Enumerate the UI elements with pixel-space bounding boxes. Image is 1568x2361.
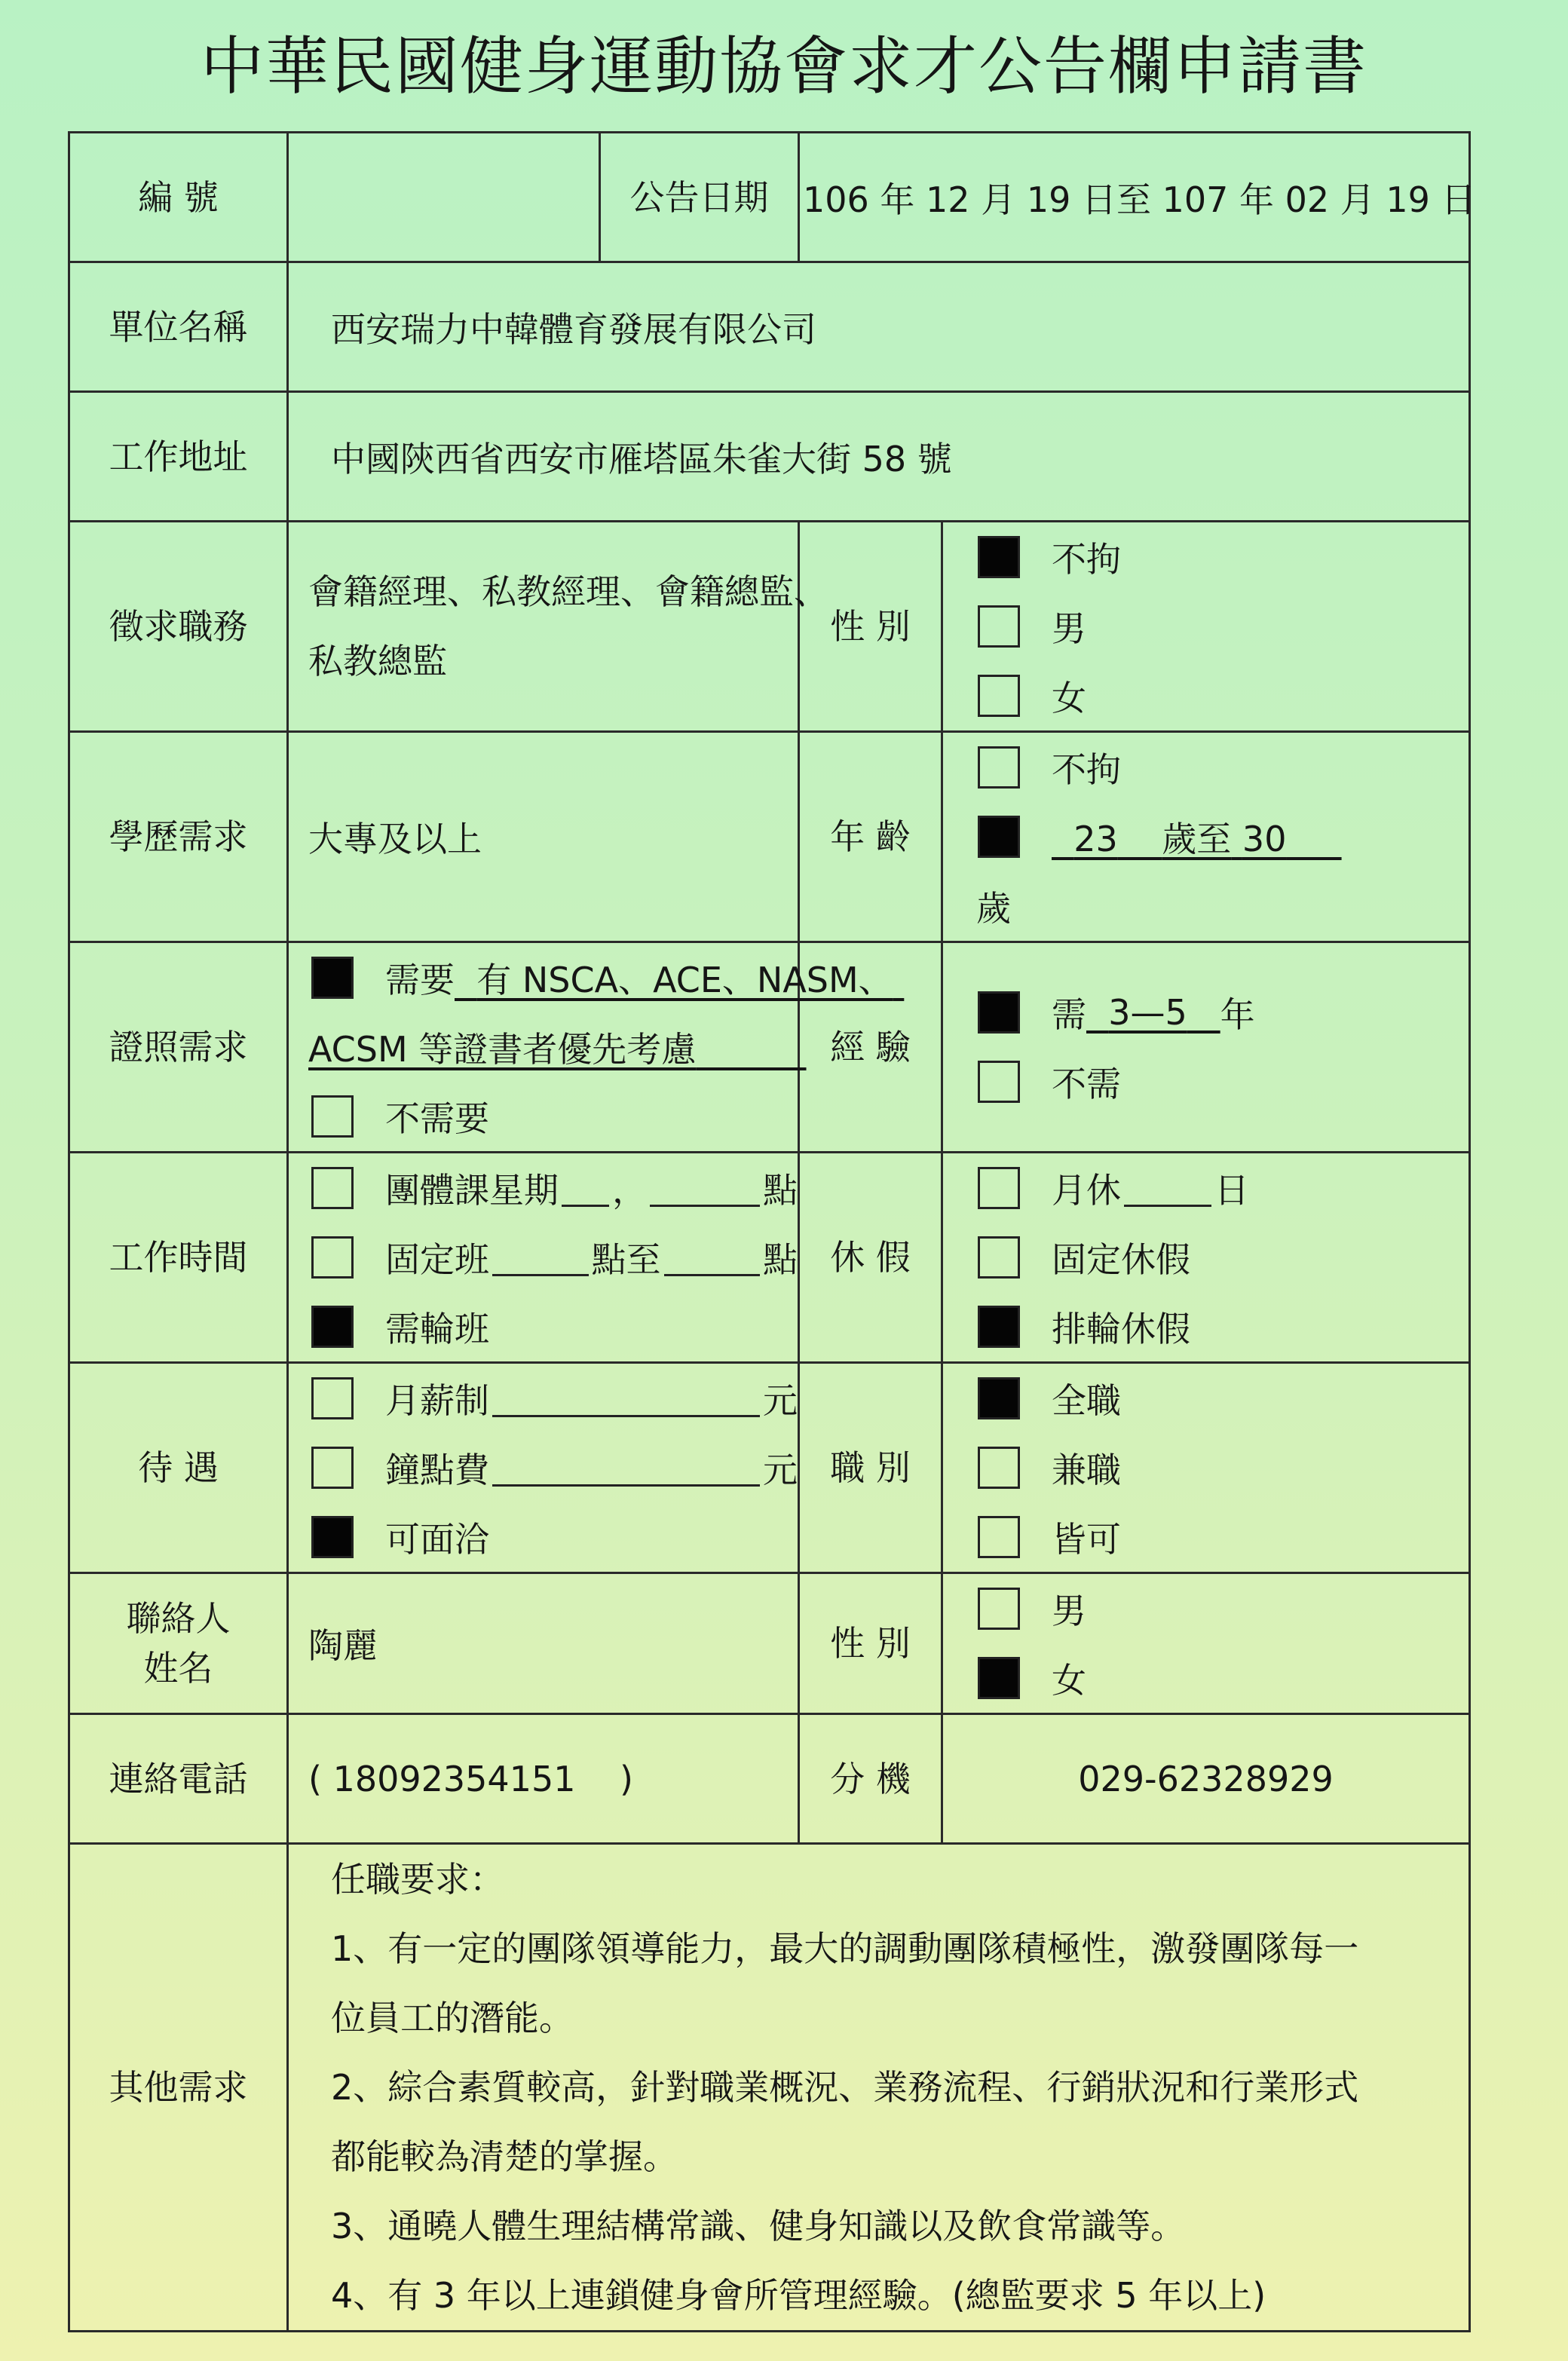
worktime-rotate-label: 需輪班 <box>385 1309 489 1349</box>
blank-field[interactable] <box>562 1170 609 1207</box>
license-detail-1-text: 有 NSCA、ACE、NASM、 <box>476 960 893 1000</box>
checkbox[interactable] <box>311 1167 354 1209</box>
experience-option-need[interactable] <box>978 978 1468 1047</box>
salary-option-monthly[interactable] <box>311 1364 798 1433</box>
checkbox-checked[interactable] <box>978 536 1020 578</box>
experience-need-label: 需 <box>1052 994 1086 1035</box>
number-value[interactable] <box>288 133 600 262</box>
leave-option-fixed[interactable] <box>978 1223 1468 1292</box>
leave-monthly-label: 月休 <box>1052 1170 1121 1211</box>
checkbox[interactable] <box>978 746 1020 789</box>
blank-field[interactable] <box>492 1239 589 1276</box>
other-line: 3、通曉人體生理結構常識、健身知識以及飲食常識等。 <box>331 2206 1186 2246</box>
row-other <box>69 1844 1470 2332</box>
age-from: 23 <box>1073 819 1118 859</box>
jobtype-options <box>942 1363 1470 1573</box>
date-value: 106 年 12 月 19 日至 107 年 02 月 19 日 <box>799 133 1470 262</box>
comma: ， <box>612 1170 648 1211</box>
checkbox[interactable] <box>311 1095 354 1138</box>
jobtype-fulltime-label: 全職 <box>1052 1380 1121 1421</box>
license-detail-1 <box>455 953 904 1003</box>
row-contact <box>69 1573 1470 1714</box>
experience-unit: 年 <box>1220 994 1255 1035</box>
age-option-any[interactable] <box>978 733 1468 802</box>
blank-field[interactable] <box>650 1170 760 1207</box>
age-unit: 歲 <box>976 888 1011 929</box>
contact-gender-male[interactable] <box>978 1574 1468 1643</box>
license-option-need[interactable] <box>311 943 893 1012</box>
license-detail-2-text: ACSM 等證書者優先考慮 <box>308 1029 697 1070</box>
extension-label: 分 機 <box>799 1714 942 1844</box>
number-label: 編 號 <box>69 133 288 262</box>
checkbox[interactable] <box>978 1061 1020 1103</box>
address-value: 中國陝西省西安市雁塔區朱雀大街 58 號 <box>288 392 1470 522</box>
jobtype-either-label: 皆可 <box>1052 1519 1121 1560</box>
contact-name: 陶麗 <box>288 1573 799 1714</box>
position-value <box>288 522 828 732</box>
contact-label <box>69 1573 288 1714</box>
age-any-label: 不拘 <box>1052 749 1121 790</box>
other-line: 位員工的潛能。 <box>331 1998 574 2038</box>
leave-label: 休 假 <box>799 1153 942 1363</box>
experience-options <box>942 942 1470 1153</box>
blank-field[interactable] <box>1124 1170 1211 1207</box>
row-license <box>69 942 1470 1153</box>
dian-label: 點 <box>763 1239 798 1280</box>
license-detail-2 <box>308 1022 807 1072</box>
gender-option-label: 男 <box>1052 608 1086 649</box>
other-line: 4、有 3 年以上連鎖健身會所管理經驗。(總監要求 5 年以上) <box>331 2275 1266 2316</box>
worktime-option-rotate[interactable] <box>311 1292 798 1361</box>
age-options <box>942 732 1470 942</box>
checkbox-checked[interactable] <box>978 1657 1020 1699</box>
checkbox[interactable] <box>978 1516 1020 1558</box>
contact-label-line-1: 聯絡人 <box>126 1598 231 1639</box>
leave-rotate-label: 排輪休假 <box>1052 1309 1190 1349</box>
other-line: 任職要求： <box>331 1859 504 1900</box>
other-line: 2、綜合素質較高，針對職業概況、業務流程、行銷狀況和行業形式 <box>331 2067 1359 2108</box>
dian-zhi-label: 點至 <box>591 1239 661 1280</box>
ri-label: 日 <box>1214 1170 1249 1211</box>
jobtype-label: 職 別 <box>799 1363 942 1573</box>
blank-field[interactable] <box>664 1239 761 1276</box>
extension-value: 029-62328929 <box>942 1714 1470 1844</box>
leave-fixed-label: 固定休假 <box>1052 1239 1190 1280</box>
worktime-label: 工作時間 <box>69 1153 288 1363</box>
gender-option-label: 女 <box>1052 678 1086 718</box>
license-label: 證照需求 <box>69 942 288 1153</box>
row-education <box>69 732 1470 942</box>
row-address <box>69 392 1470 522</box>
gender-option-label: 不拘 <box>1052 539 1121 580</box>
blank-field[interactable] <box>492 1450 760 1487</box>
row-position <box>69 522 1470 732</box>
position-line-1: 會籍經理、私教經理、會籍總監、 <box>308 571 828 612</box>
salary-hourly-label: 鐘點費 <box>385 1450 489 1490</box>
salary-monthly-label: 月薪制 <box>385 1380 489 1421</box>
address-label: 工作地址 <box>69 392 288 522</box>
age-option-range[interactable] <box>978 802 1468 871</box>
worktime-group-label: 團體課星期 <box>385 1170 559 1211</box>
worktime-fixed-label: 固定班 <box>385 1239 489 1280</box>
row-company <box>69 262 1470 392</box>
license-need-label: 需要 <box>385 960 455 1000</box>
row-number-date <box>69 133 1470 262</box>
other-requirements <box>288 1844 1470 2332</box>
checkbox[interactable] <box>978 1447 1020 1489</box>
leave-options <box>942 1153 1470 1363</box>
salary-options <box>288 1363 799 1573</box>
experience-years-text: 3—5 <box>1108 992 1187 1033</box>
yuan-label: 元 <box>763 1450 798 1490</box>
age-unit-row <box>976 871 1468 941</box>
dian-label: 點 <box>763 1170 798 1211</box>
license-option-none[interactable] <box>311 1082 798 1151</box>
license-none-label: 不需要 <box>385 1098 489 1139</box>
checkbox[interactable] <box>978 1236 1020 1278</box>
checkbox-checked[interactable] <box>978 816 1020 858</box>
other-line: 都能較為清楚的掌握。 <box>331 2136 678 2177</box>
license-detail-row-2 <box>308 1012 798 1082</box>
checkbox-checked[interactable] <box>311 1516 354 1558</box>
jobtype-option-either[interactable] <box>978 1502 1468 1572</box>
blank-field[interactable] <box>492 1380 760 1417</box>
contact-gender-label: 性 別 <box>799 1573 942 1714</box>
jobtype-option-parttime[interactable] <box>978 1433 1468 1502</box>
education-label: 學歷需求 <box>69 732 288 942</box>
salary-option-negotiable[interactable] <box>311 1502 798 1572</box>
age-label: 年 齡 <box>799 732 942 942</box>
contact-male-label: 男 <box>1052 1591 1086 1631</box>
checkbox-checked[interactable] <box>311 1306 354 1348</box>
age-range <box>1052 812 1342 862</box>
checkbox[interactable] <box>311 1447 354 1489</box>
checkbox-checked[interactable] <box>978 1377 1020 1419</box>
company-label: 單位名稱 <box>69 262 288 392</box>
yuan-label: 元 <box>763 1380 798 1421</box>
row-worktime <box>69 1153 1470 1363</box>
row-phone <box>69 1714 1470 1844</box>
date-label: 公告日期 <box>600 133 799 262</box>
checkbox[interactable] <box>978 1588 1020 1630</box>
row-salary <box>69 1363 1470 1573</box>
jobtype-parttime-label: 兼職 <box>1052 1450 1121 1490</box>
checkbox-checked[interactable] <box>978 1306 1020 1348</box>
jobtype-option-fulltime[interactable] <box>978 1364 1468 1433</box>
phone-value: ( 18092354151 ) <box>288 1714 799 1844</box>
other-label: 其他需求 <box>69 1844 288 2332</box>
position-label: 徵求職務 <box>69 522 288 732</box>
phone-label: 連絡電話 <box>69 1714 288 1844</box>
form-title: 中華民國健身運動協會求才公告欄申請書 <box>200 29 1367 103</box>
salary-label: 待 遇 <box>69 1363 288 1573</box>
checkbox[interactable] <box>978 1167 1020 1209</box>
experience-label: 經 驗 <box>799 942 942 1153</box>
salary-option-hourly[interactable] <box>311 1433 798 1502</box>
age-mid: 歲至 <box>1162 819 1232 859</box>
contact-gender-options <box>942 1573 1470 1714</box>
checkbox[interactable] <box>311 1377 354 1419</box>
contact-gender-female[interactable] <box>978 1643 1468 1713</box>
age-to: 30 <box>1242 819 1287 859</box>
checkbox[interactable] <box>978 675 1020 717</box>
education-value: 大專及以上 <box>288 732 799 942</box>
leave-option-monthly[interactable] <box>978 1153 1468 1223</box>
company-value: 西安瑞力中韓體育發展有限公司 <box>288 262 1470 392</box>
gender-label: 性 別 <box>799 522 942 732</box>
other-line: 1、有一定的團隊領導能力，最大的調動團隊積極性，激發團隊每一 <box>331 1928 1359 1969</box>
checkbox[interactable] <box>978 605 1020 648</box>
worktime-option-fixed[interactable] <box>311 1223 798 1292</box>
gender-option-any[interactable] <box>978 522 1468 592</box>
leave-option-rotate[interactable] <box>978 1292 1468 1361</box>
experience-option-none[interactable] <box>978 1047 1468 1116</box>
worktime-options <box>288 1153 799 1363</box>
gender-option-male[interactable] <box>978 592 1468 661</box>
contact-female-label: 女 <box>1052 1660 1086 1701</box>
experience-years <box>1086 992 1220 1033</box>
checkbox-checked[interactable] <box>978 991 1020 1034</box>
application-form <box>68 131 1476 2332</box>
checkbox-checked[interactable] <box>311 957 354 999</box>
experience-none-label: 不需 <box>1052 1064 1121 1104</box>
gender-options <box>942 522 1470 732</box>
checkbox[interactable] <box>311 1236 354 1278</box>
contact-label-line-2: 姓名 <box>143 1648 213 1689</box>
position-line-2: 私教總監 <box>308 641 447 681</box>
worktime-option-group[interactable] <box>311 1153 798 1223</box>
gender-option-female[interactable] <box>978 661 1468 730</box>
salary-negotiable-label: 可面洽 <box>385 1519 489 1560</box>
